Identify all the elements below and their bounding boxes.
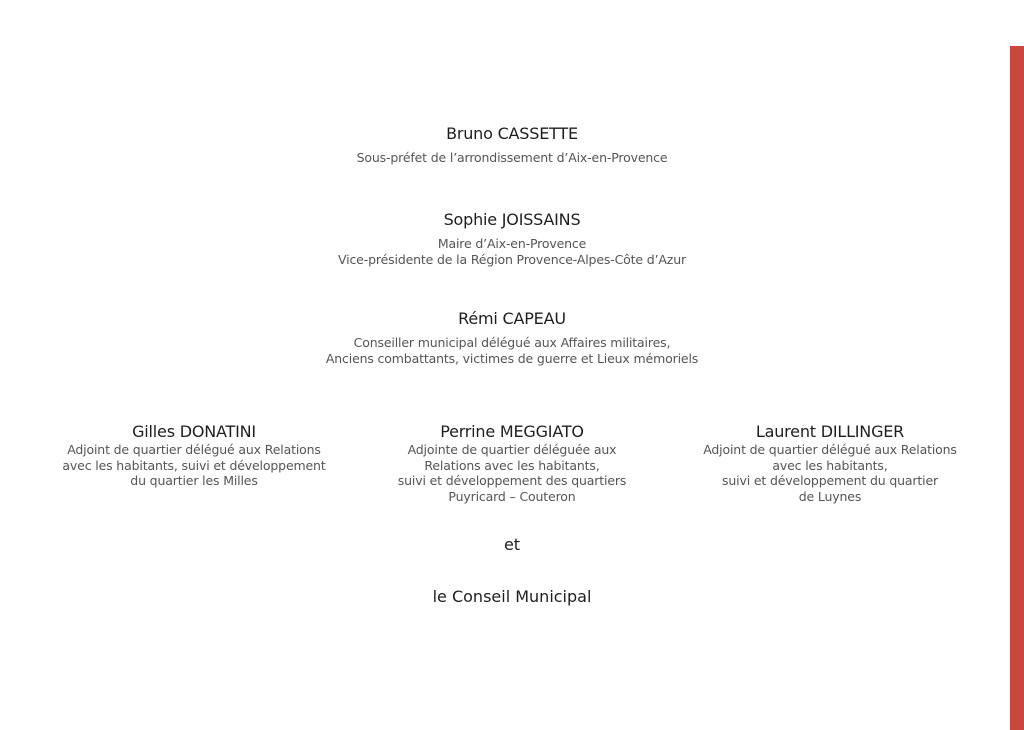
council-text: le Conseil Municipal (432, 587, 592, 606)
person-role-line: avec les habitants, (772, 457, 888, 473)
person-name: Gilles DONATINI (132, 422, 256, 441)
person-column-donatini (44, 422, 344, 489)
person-role-line: Adjointe de quartier déléguée aux (407, 442, 617, 457)
person-role-line: Sous-préfet de l’arrondissement d’Aix-en-Provence (356, 150, 668, 165)
person-role-line: du quartier les Milles (130, 473, 258, 488)
person-name: Bruno CASSETTE (446, 124, 578, 143)
person-role-line: Anciens combattants, victimes de guerre et Lieux mémoriels (325, 350, 699, 366)
person-role-line: de Luynes (798, 488, 862, 504)
person-block-joissains (0, 210, 1024, 267)
person-column-dillinger (680, 422, 980, 504)
person-role-line: suivi et développement des quartiers (397, 473, 627, 488)
person-role-line: Vice-présidente de la Région Provence-Alpes-Côte d’Azur (338, 251, 686, 267)
person-role-line: Relations avec les habitants, (424, 457, 600, 473)
person-name: Sophie JOISSAINS (443, 210, 581, 229)
person-role-line: avec les habitants, suivi et développement (62, 457, 326, 473)
person-role-line: suivi et développement du quartier (722, 473, 938, 488)
person-name: Rémi CAPEAU (458, 309, 566, 328)
person-role-line: Maire d’Aix-en-Provence (437, 236, 587, 251)
person-role-line: Puyricard – Couteron (448, 488, 576, 504)
person-name: Laurent DILLINGER (755, 422, 905, 441)
conjunction-text: et (503, 535, 521, 554)
person-name: Perrine MEGGIATO (440, 422, 584, 441)
person-role-line: Adjoint de quartier délégué aux Relations (703, 442, 957, 457)
person-role-line: Adjoint de quartier délégué aux Relations (67, 442, 321, 457)
person-column-meggiato (362, 422, 662, 504)
person-block-cassette (0, 124, 1024, 166)
person-role-line: Conseiller municipal délégué aux Affaires militaires, (353, 335, 671, 350)
person-block-capeau (0, 309, 1024, 366)
